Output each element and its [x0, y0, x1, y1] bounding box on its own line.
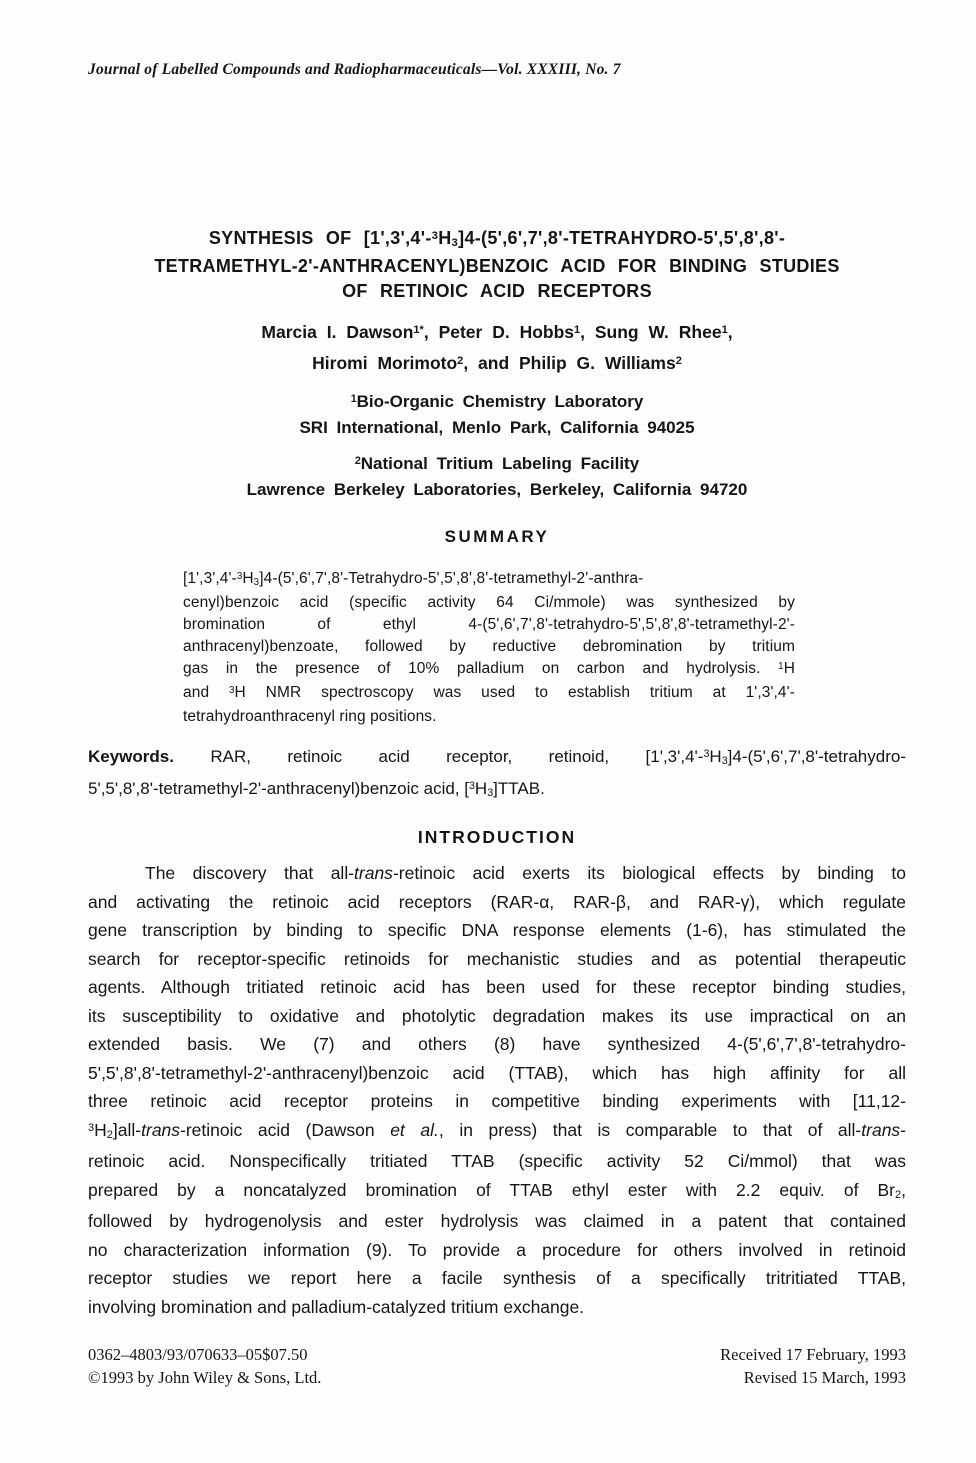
introduction-paragraph: The discovery that all-trans-retinoic acid exerts its biological effects by binding to and activating the retinoic acid receptors (RAR-α, RAR-β, and RAR-γ), which regulate gene transcription by binding to specific DNA response elements (1-6), has stimulated the search for receptor-specific retinoids for mechanistic studies and as potential therapeutic agents. Although tritiated retinoic acid has been used for these receptor binding studies, its susceptibility to oxidative and photolytic degradation makes its use impractical on an extended basis. We (7) and others (8) have synthesized 4-(5',6',7',8'-tetrahydro- 5',5',8',8'-tetramethyl-2'-anthracenyl)benzoic acid (TTAB), which has high affinity for all three retinoic acid receptor proteins in competitive binding experiments with [11,12- $^3$H2]all-trans-retinoic acid (Dawson et al., in press) that is comparable to that of all-trans- retinoic acid. Nonspecifically tritiated TTAB (specific activity 52 Ci/mmol) that was prepared by a noncatalyzed bromination of TTAB ethyl ester with 2.2 equiv. of Br2, followed by hydrogenolysis and ester hydrolysis was claimed in a patent that contained no characterization information (9). To provide a procedure for others involved in retinoid receptor studies we report here a facile synthesis of a specifically tritritiated TTAB, involving bromination and palladium-catalyzed tritium exchange.	[88, 863, 906, 1317]
footer-left	[88, 1343, 321, 1389]
paper-title: SYNTHESIS OF [1',3',4'-$^3$H3]4-(5',6',7',8'-TETRAHYDRO-5',5',8',8'- TETRAMETHYL-2'-ANTHRACENYL)BENZOIC ACID FOR BINDING STUDIES OF RETINOIC ACID RECEPTORS	[154, 228, 840, 301]
footer-revised-date: Revised 15 March, 1993	[743, 1368, 906, 1387]
introduction-heading: INTRODUCTION	[417, 827, 577, 847]
footer-right	[720, 1343, 906, 1389]
summary-paragraph: [1',3',4'-$^3$H3]4-(5',6',7',8'-Tetrahydro-5',5',8',8'-tetramethyl-2'-anthra- cenyl)benzoic acid (specific activity 64 Ci/mmole) was synthesized by bromination of ethyl 4-(5',6',7',8'-tetrahydro-5',5',8',8'-tetramethyl-2'- anthracenyl)benzoate, followed by reductive debromination by tritium gas in the presence of 10% palladium on carbon and hydrolysis. $^1$H and $^3$H NMR spectroscopy was used to establish tritium at 1',3',4'- tetrahydroanthracenyl ring positions.	[183, 570, 795, 725]
affiliation-2: $^2$National Tritium Labeling Facility Lawrence Berkeley Laboratories, Berkeley, California 94720	[246, 454, 748, 499]
page-footer	[88, 1343, 906, 1389]
footer-copyright: ©1993 by John Wiley & Sons, Ltd.	[88, 1368, 322, 1387]
summary-heading: SUMMARY	[444, 527, 550, 546]
affiliation-1: $^1$Bio-Organic Chemistry Laboratory SRI International, Menlo Park, California 94025	[299, 392, 695, 437]
journal-header: Journal of Labelled Compounds and Radiopharmaceuticals—Vol. XXXIII, No. 7	[88, 61, 621, 78]
keywords-paragraph: Keywords. RAR, retinoic acid receptor, retinoid, [1',3',4'-$^3$H3]4-(5',6',7',8'-tetrahydro- 5',5',8',8'-tetramethyl-2'-anthracenyl)benzoic acid, [$^3$H3]TTAB.	[88, 747, 906, 800]
authors-line: Marcia I. Dawson$^{1*}$, Peter D. Hobbs$^1$, Sung W. Rhee$^1$, Hiromi Morimoto$^2$, and Philip G. Williams$^2$	[261, 322, 733, 373]
footer-issn-code: 0362–4803/93/070633–05$07.50	[88, 1345, 308, 1364]
footer-received-date: Received 17 February, 1993	[720, 1345, 906, 1364]
